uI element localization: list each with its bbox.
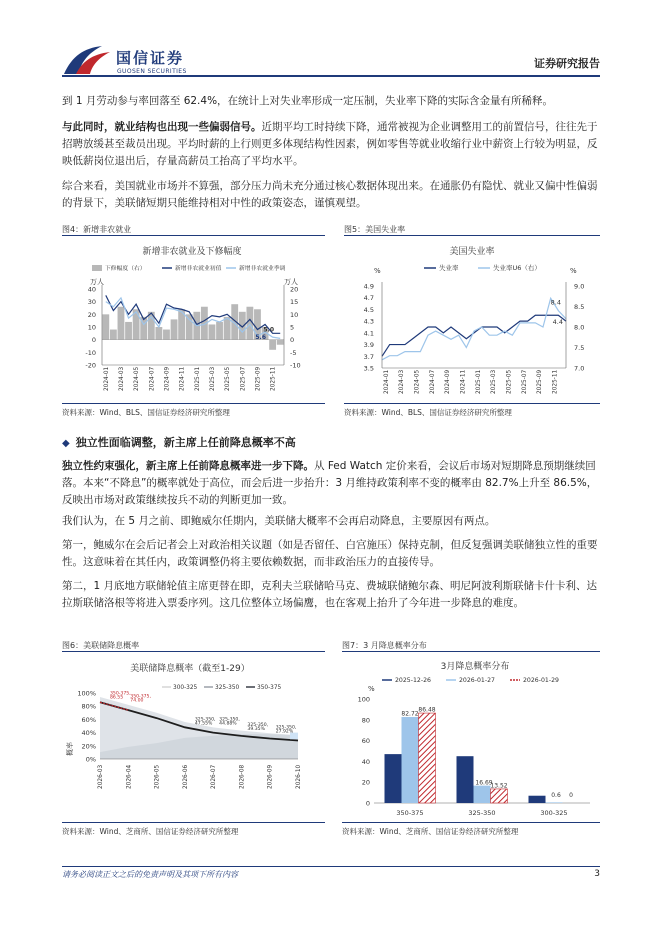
figure-7-top-rule [342,651,600,652]
revision-bar [155,327,162,340]
figure-6-top-rule [62,651,325,652]
x-tick-label: 2025-03 [209,366,216,391]
legend-label: 失业率U6（右） [493,264,541,272]
legend-label: 2026-01-29 [523,677,559,684]
x-tick-label: 2026-08 [239,764,246,789]
x-tick-label: 2025-05 [225,366,232,391]
revision-bar [269,340,276,350]
unemployment-chart [344,237,600,402]
right-tick-label: 15 [290,298,299,307]
bar-2025-12-26 [529,796,546,803]
paragraph-structure-lead: 与此同时，就业结构也出现一些偏弱信号。 [62,121,262,133]
paragraph-fedwatch-lead: 独立性约束强化，新主席上任前降息概率进一步下降。 [62,460,314,472]
page-number: 3 [594,869,600,879]
y-tick-label: 20 [361,778,370,787]
x-tick-label: 2026-06 [182,764,189,789]
section-title [62,434,296,450]
x-tick-label: 2025-11 [270,366,277,391]
x-tick-label: 2025-01 [475,369,482,394]
x-tick-label: 2024-05 [414,369,421,394]
data-label: 74.00 [130,698,144,704]
legend-label: 失业率 [439,264,459,272]
figure-7-source: 资料来源：Wind、芝商所、国信证券经济研究所整理 [342,827,519,836]
figure-7-label: 图7：3 月降息概率分布 [342,641,427,650]
diamond-bullet-icon: ◆ [62,438,70,449]
document-type: 证券研究报告 [534,57,600,70]
revision-bar [209,324,216,339]
chart-title: 美联储降息概率（截至1-29） [130,664,250,674]
data-label: 350-375, [130,694,151,700]
bar-2026-01-29 [491,789,508,803]
x-tick-label: 2025-09 [255,366,262,391]
march-distribution-chart [342,653,600,821]
y-tick-label: 40% [81,729,96,738]
left-tick-label: 20 [87,310,96,319]
revision-bar [110,330,117,340]
revision-bar [118,307,125,340]
data-label: 86.48 [418,706,436,714]
legend-label: 325-350 [215,685,240,691]
paragraph-participation: 到 1 月劳动参与率回落至 62.4%，在统计上对失业率形成一定压制，失业率下降的实际含金量有所稀释。 [62,95,554,107]
y-tick-label: 60% [81,715,96,724]
x-tick-label: 2025-09 [537,369,544,394]
revision-bar [163,330,170,340]
right-tick-label: 5 [290,323,295,332]
x-tick-label: 2026-09 [267,764,274,789]
paragraph-summary: 综合来看，美国就业市场并不算强，部分压力尚未充分通过核心数据体现出来。在通胀仍有隐忧、就业又偏中性偏弱的背景下，美联储短期只能维持相对中性的政策姿态，谨慎观望。 [62,180,598,209]
revision-bar [216,322,223,340]
x-tick-label: 2025-01 [194,366,201,391]
legend-label: 2025-12-26 [395,677,431,684]
x-tick-label: 325-350 [468,809,496,817]
data-label: 82.72 [401,710,419,718]
right-tick-label: 7.5 [574,344,585,352]
figure-4-bottom-rule [62,403,325,404]
paragraph-structure-body: 近期平均工时持续下降，通常被视为企业调整用工的前置信号，往往先于招聘放缓甚至裁员出现。平均时薪的上行则更多体现结构性因素，例如零售等就业收缩行业中薪资上行较为明显，反映低薪岗位退出后，存量高薪员工抬高了平均水平。 [62,121,598,167]
legend-label: 新增非农就业初值 [175,266,222,272]
right-unit: % [570,267,577,275]
figure-6-source: 资料来源：Wind、芝商所、国信证券经济研究所整理 [62,827,239,836]
y-tick-label: 100 [357,695,370,704]
x-tick-label: 2024-11 [179,366,186,391]
x-tick-label: 2024-11 [460,369,467,394]
y-axis-label: 概率 [66,742,74,756]
x-tick-label: 2026-03 [98,764,104,789]
figure-5-bottom-rule [344,403,600,404]
x-tick-label: 2025-05 [506,369,513,394]
x-tick-label: 2024-05 [134,366,141,391]
figure-6-bottom-rule [62,822,325,823]
x-tick-label: 2026-05 [154,764,161,789]
paragraph-structure [62,119,602,170]
left-unit: % [374,267,381,275]
data-label: 86.55 [110,695,124,701]
paragraph-view: 我们认为，在 5 月之前、即鲍威尔任期内，美联储大概率不会再启动降息，主要原因有两点。 [62,515,496,527]
logo-subtext: GUOSEN SECURITIES [117,68,187,75]
data-label: 0.6 [551,791,561,799]
data-label: 16.69 [475,779,493,787]
bar-2025-12-26 [457,756,474,803]
cut-probability-chart [62,653,325,821]
unit-label: % [368,685,375,693]
data-label: 325-350, [247,723,269,728]
data-label: 5.6 [255,334,266,342]
figure-4-label: 图4：新增非农就业 [62,225,132,234]
bar-2025-12-26 [385,754,402,803]
left-tick-label: 3.9 [363,341,374,350]
data-label: 27.92% [275,729,294,735]
y-tick-label: 20% [81,742,96,751]
x-tick-label: 300-325 [540,809,568,817]
x-tick-label: 2025-07 [521,369,528,394]
bar-2026-01-27 [546,802,563,803]
left-tick-label: 4.3 [363,317,374,326]
right-tick-label: 9.0 [574,282,585,291]
data-label: 44.88% [219,721,237,727]
x-tick-label: 2025-11 [552,369,559,394]
right-tick-label: 0 [290,336,295,345]
header-divider [62,75,600,77]
x-tick-label: 2026-04 [126,764,133,789]
nonfarm-chart [62,237,325,402]
left-tick-label: 40 [87,285,96,294]
right-tick-label: 8.5 [574,303,585,311]
bar-2026-01-27 [474,786,491,803]
x-tick-label: 2024-01 [103,366,110,391]
legend-label: 2026-01-27 [459,677,495,684]
data-label: 0 [569,791,573,799]
logo-text: 国信证券 [116,49,185,67]
left-tick-label: 10 [87,323,96,332]
x-tick-label: 2026-10 [296,764,302,789]
figure-5-top-rule [344,235,600,236]
data-label: 8.4 [550,298,561,307]
chart-title: 新增非农就业及下修幅度 [142,247,242,257]
left-tick-label: 3.5 [363,364,374,373]
x-tick-label: 2024-01 [383,369,390,394]
chart-title: 美国失业率 [449,247,495,257]
right-unit: 万人 [284,278,298,286]
x-tick-label: 2024-03 [399,369,406,394]
data-label: 4.4 [552,318,563,327]
x-tick-label: 2024-09 [164,366,171,391]
y-tick-label: 0% [85,755,96,764]
revision-bar [171,319,178,339]
section-title-text: 独立性面临调整，新主席上任前降息概率不高 [75,436,296,449]
right-tick-label: 7.0 [574,364,585,373]
x-tick-label: 2025-03 [491,369,498,394]
paragraph-reason-1: 第一，鲍威尔在会后记者会上对政治相关议题（如是否留任、白宫施压）保持克制，但反复强调美联储独立性的重要性。这意味着在其任内，政策调整仍将主要依赖数据，而非政治压力的直接传导。 [62,539,598,568]
y-tick-label: 0 [365,799,370,808]
x-tick-label: 2024-07 [149,366,156,391]
left-unit: 万人 [90,278,104,286]
right-tick-label: -10 [290,361,301,370]
left-tick-label: 0 [91,336,96,345]
data-label: 39.35% [247,726,265,732]
paragraph-fedwatch-body: 从 Fed Watch 定价来看，会议后市场对短期降息预期继续回落。本来“不降息”的概率就处于高位，而会后进一步抬升：3 月维持政策利率不变的概率由 82.7%上升至 86.5%，反映出市场对政策继续按兵不动的判断更加一致。 [62,460,598,506]
left-tick-label: 4.9 [363,282,374,291]
legend-swatch [92,265,102,271]
right-tick-label: -5 [290,348,297,357]
figure-7-bottom-rule [342,822,600,823]
data-label: 5.0 [263,326,274,334]
x-tick-label: 2024-09 [445,369,452,394]
y-tick-label: 80 [361,716,370,725]
figure-5-source: 资料来源：Wind、BLS、国信证券经济研究所整理 [344,408,512,417]
right-tick-label: 20 [290,285,299,294]
y-tick-label: 80% [81,702,96,711]
y-tick-label: 40 [361,757,370,766]
footer-disclaimer: 请务必阅读正文之后的免责声明及其项下所有内容 [62,870,238,879]
left-tick-label: 3.7 [363,352,374,361]
x-tick-label: 350-375 [396,809,424,817]
figure-6-label: 图6：美联储降息概率 [62,641,140,650]
figure-5-label: 图5：美国失业率 [344,225,406,234]
left-tick-label: 30 [87,298,96,307]
legend-label: 300-325 [173,685,198,691]
revision-bar [102,314,109,339]
footer-divider [62,866,600,867]
x-tick-label: 2024-07 [429,369,436,394]
paragraph-fedwatch [62,458,602,509]
data-label: 13.52 [490,782,508,790]
data-label: 325-350, [275,725,297,731]
bar-2026-01-29 [419,713,436,803]
data-label: 325-350, [194,717,216,723]
legend-label: 新增非农就业季调 [239,266,286,272]
y-tick-label: 60 [361,737,370,746]
y-tick-label: 100% [77,689,96,698]
paragraph-reason-2: 第二，1 月底地方联储轮值主席更替在即，克利夫兰联储哈马克、费城联储鲍尔森、明尼阿波利斯联储卡什卡利、达拉斯联储洛根等将进入票委序列。这几位整体立场偏鹰，也在客观上抬升了今年进一步降息的难度。 [62,580,598,609]
figure-4-top-rule [62,235,325,236]
left-tick-label: 4.1 [363,329,374,338]
right-tick-label: 10 [290,310,299,319]
legend-label: 350-375 [257,685,282,691]
left-tick-label: -20 [85,361,96,370]
left-tick-label: 4.7 [363,294,374,303]
data-label: 350-375, [110,691,131,697]
data-label: 325-350, [219,717,240,723]
left-tick-label: 4.5 [363,305,374,314]
x-tick-label: 2026-07 [211,764,218,789]
figure-4-source: 资料来源：Wind、BLS、国信证券经济研究所整理 [62,408,230,417]
revision-bar [186,314,193,339]
x-tick-label: 2024-03 [118,366,125,391]
chart-title: 3月降息概率分布 [440,662,510,672]
revision-bar [277,340,284,345]
data-label: 47.55% [194,721,213,727]
bar-2026-01-27 [402,717,419,803]
revision-bar [125,322,132,340]
legend-label: 下修幅度（右） [105,266,146,272]
x-tick-label: 2025-07 [240,366,247,391]
right-tick-label: 8.0 [574,323,585,332]
left-tick-label: -10 [85,348,96,357]
